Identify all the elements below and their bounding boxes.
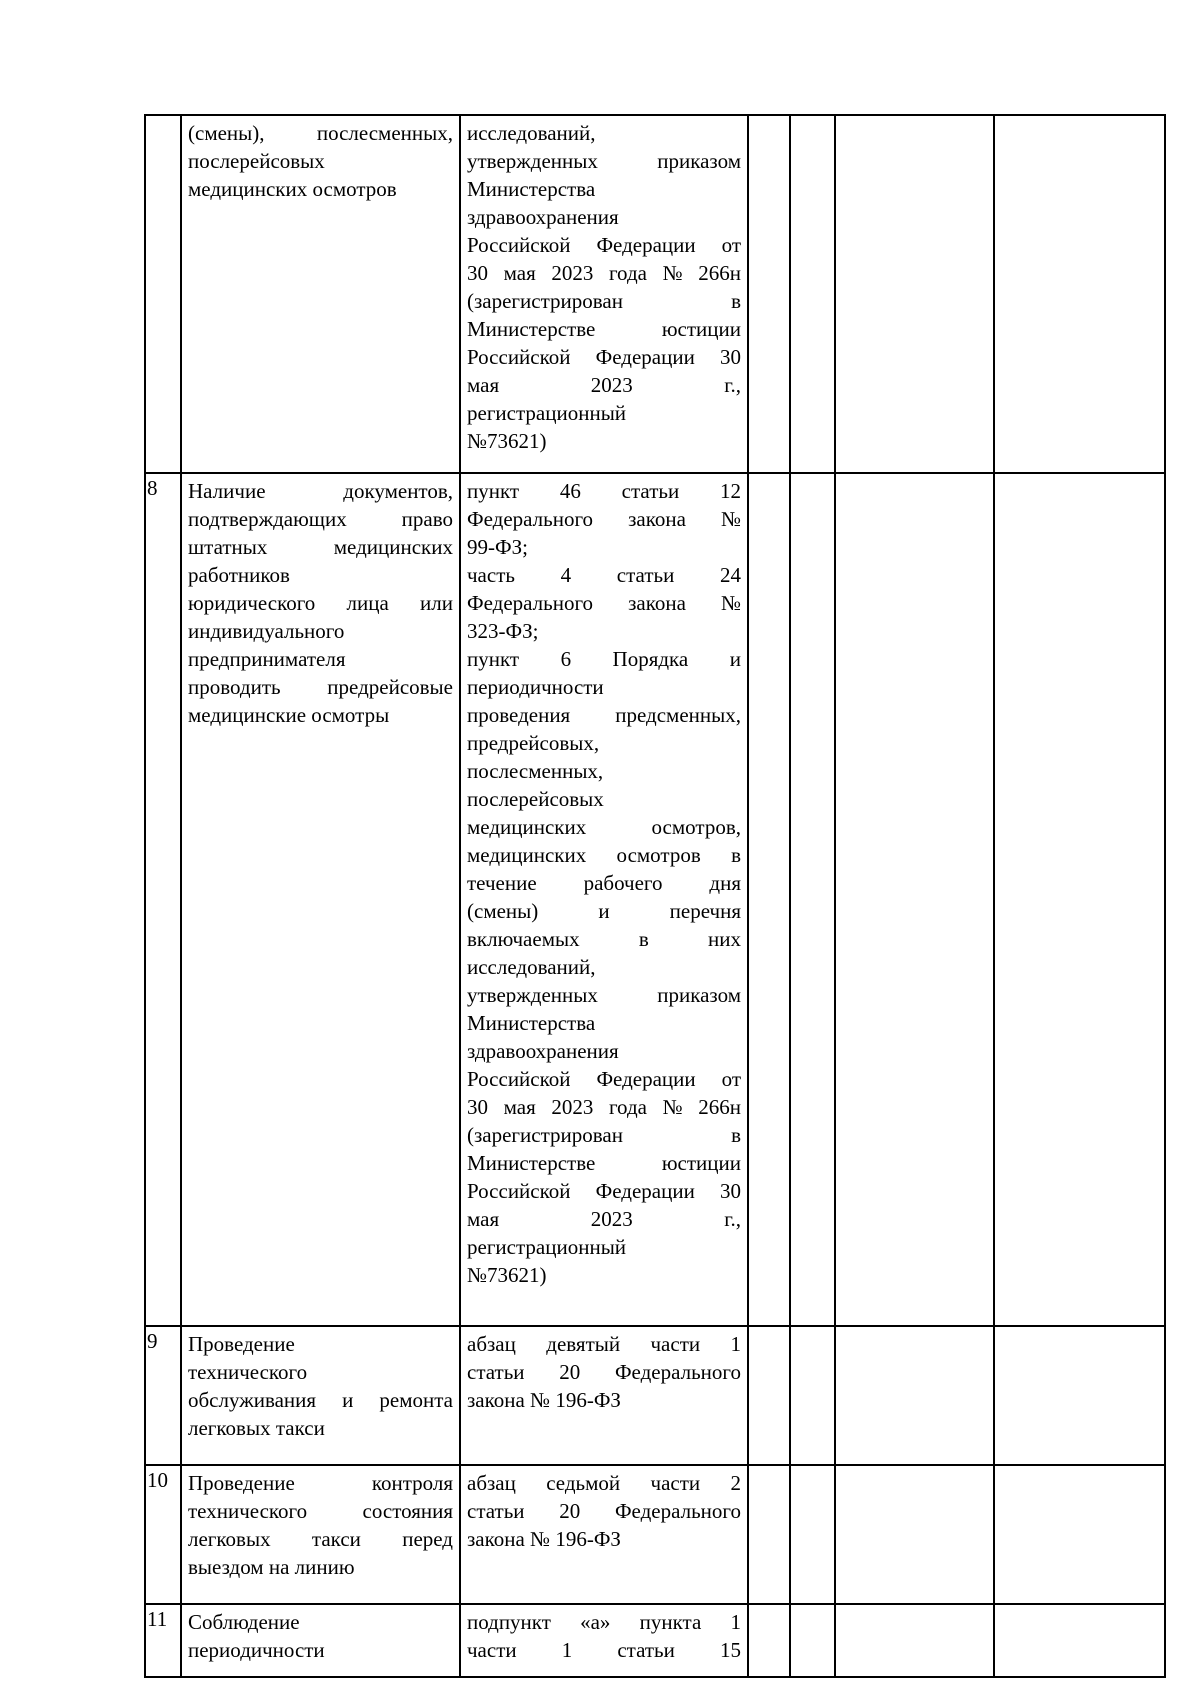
requirement-text-line: легковых такси перед xyxy=(188,1527,453,1551)
notes-cell xyxy=(994,473,1165,1326)
row-number-cell xyxy=(145,1465,181,1604)
reference-text-line: Федерального закона № xyxy=(467,507,741,531)
reference-text-line: включаемых в них xyxy=(467,927,741,951)
reference-text-line: исследований, xyxy=(467,955,596,979)
reference-text-line: закона № 196-ФЗ xyxy=(467,1527,621,1551)
legal-reference-cell xyxy=(460,1465,748,1604)
requirement-text-line: индивидуального xyxy=(188,619,345,643)
row-number: 11 xyxy=(147,1607,168,1631)
reference-text-line: Министерства xyxy=(467,177,596,201)
reference-text-line: Российской Федерации 30 xyxy=(467,1179,741,1203)
legal-reference-cell xyxy=(460,115,748,473)
mark-na-cell xyxy=(835,115,994,473)
reference-text-line: пункт 46 статьи 12 xyxy=(467,479,741,503)
requirement-cell xyxy=(181,473,460,1326)
table-body xyxy=(145,115,1165,1677)
notes-cell xyxy=(994,115,1165,473)
mark-yes-cell xyxy=(748,473,790,1326)
reference-text-line: мая 2023 г., xyxy=(467,1207,741,1231)
reference-text-line: 30 мая 2023 года № 266н xyxy=(467,261,741,285)
reference-text-line: 30 мая 2023 года № 266н xyxy=(467,1095,741,1119)
requirement-cell xyxy=(181,1326,460,1465)
requirement-text-line: Проведение xyxy=(188,1332,295,1356)
reference-text-line: Российской Федерации от xyxy=(467,233,741,257)
reference-text-line: Министерстве юстиции xyxy=(467,1151,741,1175)
legal-reference-cell xyxy=(460,473,748,1326)
table-row xyxy=(145,1604,1165,1677)
mark-no-cell xyxy=(790,1326,835,1465)
reference-text-line: медицинских осмотров в xyxy=(467,843,741,867)
requirement-text-line: обслуживания и ремонта xyxy=(188,1388,453,1412)
reference-text-line: течение рабочего дня xyxy=(467,871,741,895)
reference-text-line: (смены) и перечня xyxy=(467,899,741,923)
requirement-text-line: работников xyxy=(188,563,290,587)
reference-text-line: мая 2023 г., xyxy=(467,373,741,397)
reference-text-line: части 1 статьи 15 xyxy=(467,1638,741,1662)
notes-cell xyxy=(994,1465,1165,1604)
requirement-cell xyxy=(181,1604,460,1677)
row-number-cell xyxy=(145,1326,181,1465)
mark-na-cell xyxy=(835,1465,994,1604)
requirement-text-line: технического xyxy=(188,1360,308,1384)
table-row xyxy=(145,1326,1165,1465)
reference-text-line: проведения предсменных, xyxy=(467,703,741,727)
requirement-text-line: легковых такси xyxy=(188,1416,325,1440)
requirement-text-line: медицинских осмотров xyxy=(188,177,397,201)
requirement-text-line: подтверждающих право xyxy=(188,507,453,531)
requirement-text-line: проводить предрейсовые xyxy=(188,675,453,699)
reference-text-line: №73621) xyxy=(467,429,547,453)
reference-text-line: закона № 196-ФЗ xyxy=(467,1388,621,1412)
reference-text-line: предрейсовых, xyxy=(467,731,600,755)
reference-text-line: статьи 20 Федерального xyxy=(467,1499,741,1523)
row-number-cell xyxy=(145,473,181,1326)
row-number-cell xyxy=(145,1604,181,1677)
table-row xyxy=(145,115,1165,473)
mark-na-cell xyxy=(835,1326,994,1465)
reference-text-line: утвержденных приказом xyxy=(467,983,741,1007)
requirement-text-line: технического состояния xyxy=(188,1499,453,1523)
requirement-text-line: предпринимателя xyxy=(188,647,346,671)
reference-text-line: (зарегистрирован в xyxy=(467,289,741,313)
reference-text-line: Федерального закона № xyxy=(467,591,741,615)
mark-no-cell xyxy=(790,115,835,473)
reference-text-line: Российской Федерации от xyxy=(467,1067,741,1091)
reference-text-line: регистрационный xyxy=(467,401,627,425)
reference-text-line: утвержденных приказом xyxy=(467,149,741,173)
reference-text-line: послерейсовых xyxy=(467,787,604,811)
reference-text-line: №73621) xyxy=(467,1263,547,1287)
requirement-text-line: послерейсовых xyxy=(188,149,325,173)
notes-cell xyxy=(994,1326,1165,1465)
requirement-text-line: Проведение контроля xyxy=(188,1471,453,1495)
legal-reference-cell xyxy=(460,1326,748,1465)
requirement-text-line: (смены), послесменных, xyxy=(188,121,453,145)
reference-text-line: Министерстве юстиции xyxy=(467,317,741,341)
requirement-text-line: выездом на линию xyxy=(188,1555,355,1579)
requirement-cell xyxy=(181,115,460,473)
row-number: 10 xyxy=(147,1468,168,1492)
reference-text-line: абзац седьмой части 2 xyxy=(467,1471,741,1495)
reference-text-line: 99-ФЗ; xyxy=(467,535,528,559)
requirement-text-line: Наличие документов, xyxy=(188,479,453,503)
reference-text-line: Российской Федерации 30 xyxy=(467,345,741,369)
mark-na-cell xyxy=(835,1604,994,1677)
table-row xyxy=(145,473,1165,1326)
mark-yes-cell xyxy=(748,115,790,473)
reference-text-line: пункт 6 Порядка и xyxy=(467,647,741,671)
reference-text-line: 323-ФЗ; xyxy=(467,619,539,643)
row-number: 8 xyxy=(147,476,158,500)
reference-text-line: исследований, xyxy=(467,121,596,145)
mark-yes-cell xyxy=(748,1465,790,1604)
reference-text-line: периодичности xyxy=(467,675,604,699)
requirement-text-line: штатных медицинских xyxy=(188,535,453,559)
reference-text-line: медицинских осмотров, xyxy=(467,815,741,839)
reference-text-line: часть 4 статьи 24 xyxy=(467,563,741,587)
reference-text-line: абзац девятый части 1 xyxy=(467,1332,741,1356)
notes-cell xyxy=(994,1604,1165,1677)
requirement-text-line: периодичности xyxy=(188,1638,325,1662)
legal-reference-cell xyxy=(460,1604,748,1677)
mark-no-cell xyxy=(790,1465,835,1604)
mark-na-cell xyxy=(835,473,994,1326)
row-number-cell xyxy=(145,115,181,473)
reference-text-line: здравоохранения xyxy=(467,1039,619,1063)
inspection-checklist-table xyxy=(144,114,1166,1678)
requirement-cell xyxy=(181,1465,460,1604)
reference-text-line: здравоохранения xyxy=(467,205,619,229)
reference-text-line: (зарегистрирован в xyxy=(467,1123,741,1147)
reference-text-line: регистрационный xyxy=(467,1235,627,1259)
requirement-text-line: Соблюдение xyxy=(188,1610,300,1634)
mark-yes-cell xyxy=(748,1326,790,1465)
mark-no-cell xyxy=(790,473,835,1326)
reference-text-line: подпункт «а» пункта 1 xyxy=(467,1610,741,1634)
mark-no-cell xyxy=(790,1604,835,1677)
requirement-text-line: медицинские осмотры xyxy=(188,703,390,727)
reference-text-line: послесменных, xyxy=(467,759,604,783)
reference-text-line: Министерства xyxy=(467,1011,596,1035)
row-number: 9 xyxy=(147,1329,158,1353)
table-row xyxy=(145,1465,1165,1604)
requirement-text-line: юридического лица или xyxy=(188,591,453,615)
reference-text-line: статьи 20 Федерального xyxy=(467,1360,741,1384)
mark-yes-cell xyxy=(748,1604,790,1677)
